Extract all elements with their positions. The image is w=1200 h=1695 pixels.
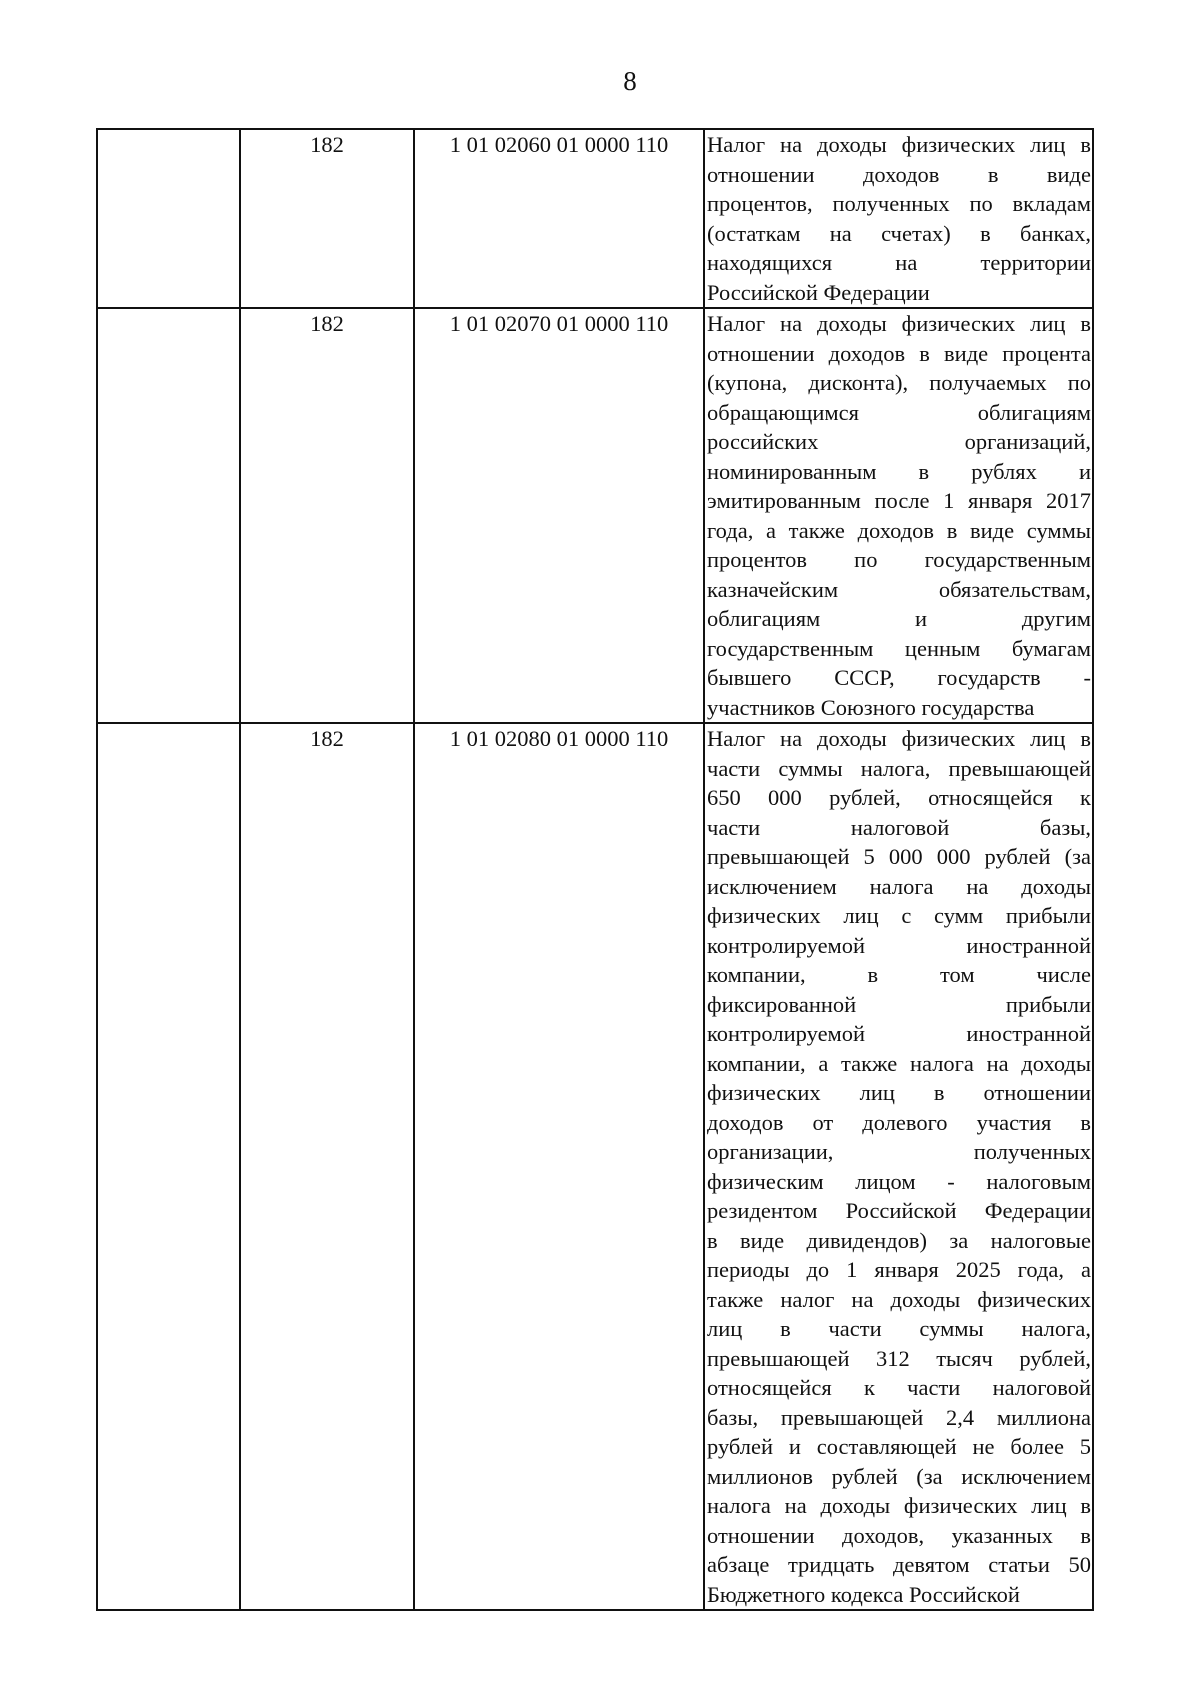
description-line: процентов, полученных по вкладам bbox=[707, 191, 1091, 216]
description-line: номинированным в рублях и bbox=[707, 458, 1091, 484]
description-line: части налоговой базы, bbox=[707, 814, 1091, 840]
revenue-code-cell: 1 01 02060 01 0000 110 bbox=[414, 129, 704, 308]
description-line: миллионов рублей (за исключением bbox=[707, 1463, 1091, 1489]
description-line: контролируемой иностранной bbox=[707, 1021, 1091, 1046]
description-line: физических лиц в отношении bbox=[707, 1080, 1091, 1105]
description-line: превышающей 312 тысяч рублей, bbox=[707, 1345, 1091, 1371]
description-line: также налог на доходы физических bbox=[707, 1286, 1091, 1312]
description-line: относящейся к части налоговой bbox=[707, 1375, 1091, 1400]
description-line: отношении доходов в виде процента bbox=[707, 340, 1091, 366]
description-line: исключением налога на доходы bbox=[707, 873, 1091, 899]
description-line: контролируемой иностранной bbox=[707, 932, 1091, 958]
description-line: базы, превышающей 2,4 миллиона bbox=[707, 1404, 1091, 1430]
description-cell bbox=[704, 129, 1093, 308]
description-line: процентов по государственным bbox=[707, 547, 1091, 572]
revenue-code-cell: 1 01 02080 01 0000 110 bbox=[414, 723, 704, 1610]
table-row bbox=[97, 308, 1093, 723]
description-line: государственным ценным бумагам bbox=[707, 635, 1091, 661]
description-line: абзаце тридцать девятом статьи 50 bbox=[707, 1552, 1091, 1577]
description-line: рублей и составляющей не более 5 bbox=[707, 1434, 1091, 1459]
description-cell bbox=[704, 308, 1093, 723]
description-line: облигациям и другим bbox=[707, 606, 1091, 631]
table-row bbox=[97, 723, 1093, 1610]
description-line: российских организаций, bbox=[707, 429, 1091, 454]
description-line: года, а также доходов в виде суммы bbox=[707, 517, 1091, 543]
description-line: компании, а также налога на доходы bbox=[707, 1050, 1091, 1076]
page-number: 8 bbox=[623, 66, 637, 96]
description-line: (купона, дисконта), получаемых по bbox=[707, 370, 1091, 395]
empty-cell bbox=[97, 308, 240, 723]
description-line: Российской Федерации bbox=[707, 279, 930, 305]
description-line: физических лиц с сумм прибыли bbox=[707, 903, 1091, 928]
description-line: части суммы налога, превышающей bbox=[707, 755, 1091, 781]
description-line: доходов от долевого участия в bbox=[707, 1109, 1091, 1135]
description-line: организации, полученных bbox=[707, 1139, 1091, 1164]
description-line: физическим лицом - налоговым bbox=[707, 1168, 1091, 1194]
description-line: периоды до 1 января 2025 года, а bbox=[707, 1257, 1091, 1282]
description-line: Бюджетного кодекса Российской bbox=[707, 1581, 1020, 1607]
description-line: находящихся на территории bbox=[707, 250, 1091, 275]
description-line: превышающей 5 000 000 рублей (за bbox=[707, 844, 1091, 869]
description-line: резидентом Российской Федерации bbox=[707, 1198, 1091, 1223]
description-line: (остаткам на счетах) в банках, bbox=[707, 220, 1091, 246]
description-line: Налог на доходы физических лиц в bbox=[707, 311, 1091, 336]
description-line: отношении доходов, указанных в bbox=[707, 1522, 1091, 1548]
description-line: лиц в части суммы налога, bbox=[707, 1316, 1091, 1341]
description-line: Налог на доходы физических лиц в bbox=[707, 726, 1091, 751]
administrator-code-cell: 182 bbox=[240, 129, 414, 308]
description-line: 650 000 рублей, относящейся к bbox=[707, 785, 1091, 810]
description-cell bbox=[704, 723, 1093, 1610]
revenue-code-cell: 1 01 02070 01 0000 110 bbox=[414, 308, 704, 723]
description-line: бывшего СССР, государств - bbox=[707, 665, 1091, 690]
description-line: казначейским обязательствам, bbox=[707, 576, 1091, 602]
description-line: обращающимся облигациям bbox=[707, 399, 1091, 425]
description-line: участников Союзного государства bbox=[707, 694, 1035, 720]
description-line: фиксированной прибыли bbox=[707, 991, 1091, 1017]
description-line: в виде дивидендов) за налоговые bbox=[707, 1227, 1091, 1253]
empty-cell bbox=[97, 723, 240, 1610]
administrator-code-cell: 182 bbox=[240, 723, 414, 1610]
description-line: налога на доходы физических лиц в bbox=[707, 1493, 1091, 1518]
administrator-code-cell: 182 bbox=[240, 308, 414, 723]
description-line: компании, в том числе bbox=[707, 962, 1091, 987]
description-line: Налог на доходы физических лиц в bbox=[707, 132, 1091, 157]
table-row bbox=[97, 129, 1093, 308]
description-line: эмитированным после 1 января 2017 bbox=[707, 488, 1091, 513]
empty-cell bbox=[97, 129, 240, 308]
budget-classification-table bbox=[96, 128, 1094, 1611]
description-line: отношении доходов в виде bbox=[707, 161, 1091, 187]
